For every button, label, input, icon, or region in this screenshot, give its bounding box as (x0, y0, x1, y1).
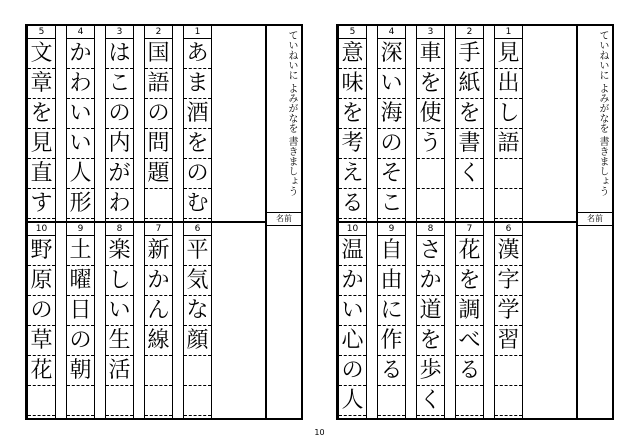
character-cell: 内 (106, 129, 133, 159)
character-cell: あ (184, 39, 211, 69)
dashed-guide-line (495, 415, 522, 416)
practice-column (494, 26, 522, 221)
practice-column (144, 26, 172, 221)
question-number: 5 (339, 26, 366, 39)
character-cell: の (145, 99, 172, 129)
character-cell: 草 (28, 326, 55, 356)
character-cell: の (106, 99, 133, 129)
character-cell: 海 (378, 99, 405, 129)
reading-answer-space[interactable] (405, 223, 416, 418)
character-cells (495, 39, 522, 221)
reading-answer-space[interactable] (211, 26, 222, 221)
character-cell: の (339, 356, 366, 386)
question-number: 10 (339, 223, 366, 236)
character-cell: 歩 (417, 356, 444, 386)
character-cell (495, 159, 522, 189)
character-cell: 章 (28, 69, 55, 99)
character-cell: 国 (145, 39, 172, 69)
practice-column (455, 26, 483, 221)
question-number: 8 (417, 223, 444, 236)
reading-answer-space[interactable] (444, 223, 455, 418)
character-cell: い (67, 129, 94, 159)
page-number: 10 (314, 428, 325, 437)
dashed-guide-line (417, 218, 444, 219)
reading-answer-space[interactable] (366, 26, 377, 221)
character-cell: 見 (28, 129, 55, 159)
character-cells (184, 39, 211, 221)
character-cell (378, 386, 405, 416)
practice-column (494, 223, 522, 418)
character-cell (28, 386, 55, 416)
dashed-guide-line (106, 218, 133, 219)
character-cells (456, 236, 483, 418)
character-cells (417, 39, 444, 221)
practice-column (338, 26, 366, 221)
practice-column (27, 223, 55, 418)
reading-answer-space[interactable] (522, 223, 533, 418)
dashed-guide-line (378, 415, 405, 416)
reading-answer-space[interactable] (211, 223, 222, 418)
character-cells (339, 39, 366, 221)
reading-answer-space[interactable] (366, 223, 377, 418)
character-cell: 字 (495, 266, 522, 296)
character-cell: さ (417, 236, 444, 266)
dashed-guide-line (28, 218, 55, 219)
character-cell (145, 189, 172, 219)
character-cell: に (378, 296, 405, 326)
dashed-guide-line (378, 218, 405, 219)
character-cells (67, 39, 94, 221)
character-cell (456, 189, 483, 219)
reading-answer-space[interactable] (133, 223, 144, 418)
reading-answer-space[interactable] (172, 26, 183, 221)
character-cell: 味 (339, 69, 366, 99)
character-cell: こ (378, 189, 405, 219)
character-cell (495, 189, 522, 219)
dashed-guide-line (28, 415, 55, 416)
name-label: 名前 (267, 212, 301, 226)
character-cell: 原 (28, 266, 55, 296)
reading-answer-space[interactable] (444, 26, 455, 221)
character-cell: る (378, 356, 405, 386)
practice-column (183, 26, 211, 221)
character-cells (339, 236, 366, 418)
character-cell: 問 (145, 129, 172, 159)
character-cell: 見 (495, 39, 522, 69)
character-cell: 深 (378, 39, 405, 69)
practice-column (66, 223, 94, 418)
dashed-guide-line (67, 218, 94, 219)
character-cell: る (456, 356, 483, 386)
character-cell: 出 (495, 69, 522, 99)
reading-answer-space[interactable] (172, 223, 183, 418)
instruction-text: ていねいに よみがなを 書きましょう (286, 30, 297, 197)
character-cell: く (417, 386, 444, 416)
character-cells (67, 236, 94, 418)
character-cell (417, 159, 444, 189)
question-number: 9 (67, 223, 94, 236)
character-cell (495, 356, 522, 386)
question-number: 4 (67, 26, 94, 39)
practice-column (455, 223, 483, 418)
question-number: 2 (456, 26, 483, 39)
practice-column (66, 26, 94, 221)
character-cell: 自 (378, 236, 405, 266)
character-cell: わ (106, 189, 133, 219)
practice-column (416, 223, 444, 418)
character-cell: く (456, 159, 483, 189)
character-cell: 野 (28, 236, 55, 266)
dashed-guide-line (184, 218, 211, 219)
dashed-guide-line (67, 415, 94, 416)
bottom-section (338, 223, 578, 418)
top-section (338, 26, 578, 221)
character-cells (378, 39, 405, 221)
character-cells (106, 236, 133, 418)
reading-answer-space[interactable] (522, 26, 533, 221)
question-number: 6 (184, 223, 211, 236)
practice-column (183, 223, 211, 418)
name-label: 名前 (578, 212, 612, 226)
character-cell: 人 (339, 386, 366, 416)
question-number: 9 (378, 223, 405, 236)
dashed-guide-line (339, 218, 366, 219)
character-cells (106, 39, 133, 221)
character-cells (28, 39, 55, 221)
character-cell: は (106, 39, 133, 69)
character-cell (495, 386, 522, 416)
dashed-guide-line (456, 218, 483, 219)
question-number: 10 (28, 223, 55, 236)
character-cell (184, 356, 211, 386)
question-number: 5 (28, 26, 55, 39)
character-cell: か (145, 266, 172, 296)
instruction-panel (576, 26, 612, 418)
character-cell: こ (106, 69, 133, 99)
question-number: 3 (417, 26, 444, 39)
character-cells (456, 39, 483, 221)
character-cell: 調 (456, 296, 483, 326)
practice-column (377, 26, 405, 221)
character-cell (145, 386, 172, 416)
character-cell: 題 (145, 159, 172, 189)
character-cell: を (339, 99, 366, 129)
practice-column (105, 223, 133, 418)
character-cell: わ (67, 69, 94, 99)
character-cell: 車 (417, 39, 444, 69)
practice-column (338, 223, 366, 418)
character-cell: 新 (145, 236, 172, 266)
character-cell (106, 386, 133, 416)
character-cell: 作 (378, 326, 405, 356)
reading-answer-space[interactable] (483, 26, 494, 221)
character-cell: 直 (28, 159, 55, 189)
reading-answer-space[interactable] (55, 223, 66, 418)
practice-column (377, 223, 405, 418)
character-cells (145, 236, 172, 418)
dashed-guide-line (145, 218, 172, 219)
character-cell (417, 189, 444, 219)
character-cell: の (378, 129, 405, 159)
character-cell: る (339, 189, 366, 219)
character-cell: か (67, 39, 94, 69)
character-cell: ま (184, 69, 211, 99)
character-cell: を (184, 129, 211, 159)
character-cell: む (184, 189, 211, 219)
character-cells (378, 236, 405, 418)
character-cell (184, 386, 211, 416)
instruction-panel (265, 26, 301, 418)
reading-answer-space[interactable] (55, 26, 66, 221)
character-cell: を (456, 99, 483, 129)
character-cell: の (67, 326, 94, 356)
question-number: 8 (106, 223, 133, 236)
character-cell: い (106, 296, 133, 326)
reading-answer-space[interactable] (94, 223, 105, 418)
character-cell: 生 (106, 326, 133, 356)
character-cell: 漢 (495, 236, 522, 266)
character-cell: 形 (67, 189, 94, 219)
character-cell: を (28, 99, 55, 129)
reading-answer-space[interactable] (483, 223, 494, 418)
character-cell: い (378, 69, 405, 99)
character-cells (495, 236, 522, 418)
character-cell: か (339, 266, 366, 296)
worksheet-right (336, 24, 614, 420)
character-cell: の (184, 159, 211, 189)
character-cell: 意 (339, 39, 366, 69)
character-cell: 活 (106, 356, 133, 386)
dashed-guide-line (106, 415, 133, 416)
name-field[interactable] (267, 224, 301, 418)
character-cell: 朝 (67, 356, 94, 386)
character-cells (145, 39, 172, 221)
character-cell (456, 386, 483, 416)
dashed-guide-line (145, 415, 172, 416)
bottom-section (27, 223, 267, 418)
dashed-guide-line (339, 415, 366, 416)
character-cell: の (28, 296, 55, 326)
character-cell: を (456, 266, 483, 296)
character-cell: 書 (456, 129, 483, 159)
reading-answer-space[interactable] (405, 26, 416, 221)
dashed-guide-line (417, 415, 444, 416)
character-cell: う (417, 129, 444, 159)
question-number: 6 (495, 223, 522, 236)
character-cell: を (417, 69, 444, 99)
character-cell: べ (456, 326, 483, 356)
character-cell: 心 (339, 326, 366, 356)
question-number: 1 (184, 26, 211, 39)
character-cell: 花 (456, 236, 483, 266)
practice-column (416, 26, 444, 221)
character-cell: ん (145, 296, 172, 326)
character-cells (184, 236, 211, 418)
character-cell: が (106, 159, 133, 189)
reading-answer-space[interactable] (133, 26, 144, 221)
question-number: 7 (456, 223, 483, 236)
character-cell: 酒 (184, 99, 211, 129)
character-cell: 楽 (106, 236, 133, 266)
dashed-guide-line (184, 415, 211, 416)
character-cell: な (184, 296, 211, 326)
character-cell: 由 (378, 266, 405, 296)
practice-column (144, 223, 172, 418)
character-cell: い (67, 99, 94, 129)
question-number: 3 (106, 26, 133, 39)
character-cell: す (28, 189, 55, 219)
question-number: 1 (495, 26, 522, 39)
top-section (27, 26, 267, 221)
character-cell: 日 (67, 296, 94, 326)
character-cell: 曜 (67, 266, 94, 296)
character-cell: 紙 (456, 69, 483, 99)
character-cell: 道 (417, 296, 444, 326)
character-cell: 手 (456, 39, 483, 69)
dashed-guide-line (495, 218, 522, 219)
character-cell (67, 386, 94, 416)
character-cells (28, 236, 55, 418)
question-number: 7 (145, 223, 172, 236)
question-number: 4 (378, 26, 405, 39)
dashed-guide-line (456, 415, 483, 416)
practice-column (105, 26, 133, 221)
character-cell: 土 (67, 236, 94, 266)
character-cell: し (106, 266, 133, 296)
character-cell (145, 356, 172, 386)
character-cell: い (339, 296, 366, 326)
character-cell: し (495, 99, 522, 129)
name-field[interactable] (578, 224, 612, 418)
character-cells (417, 236, 444, 418)
character-cell: 人 (67, 159, 94, 189)
character-cell: 考 (339, 129, 366, 159)
character-cell: 線 (145, 326, 172, 356)
character-cell: 学 (495, 296, 522, 326)
character-cell: を (417, 326, 444, 356)
character-cell: 温 (339, 236, 366, 266)
character-cell: 平 (184, 236, 211, 266)
character-cell: 花 (28, 356, 55, 386)
character-cell: 気 (184, 266, 211, 296)
worksheet-left (25, 24, 303, 420)
character-cell: そ (378, 159, 405, 189)
instruction-text: ていねいに よみがなを 書きましょう (597, 30, 608, 197)
character-cell: 習 (495, 326, 522, 356)
reading-answer-space[interactable] (94, 26, 105, 221)
character-cell: え (339, 159, 366, 189)
character-cell: 顔 (184, 326, 211, 356)
question-number: 2 (145, 26, 172, 39)
character-cell: 語 (145, 69, 172, 99)
character-cell: 文 (28, 39, 55, 69)
practice-column (27, 26, 55, 221)
character-cell: か (417, 266, 444, 296)
character-cell: 語 (495, 129, 522, 159)
character-cell: 使 (417, 99, 444, 129)
